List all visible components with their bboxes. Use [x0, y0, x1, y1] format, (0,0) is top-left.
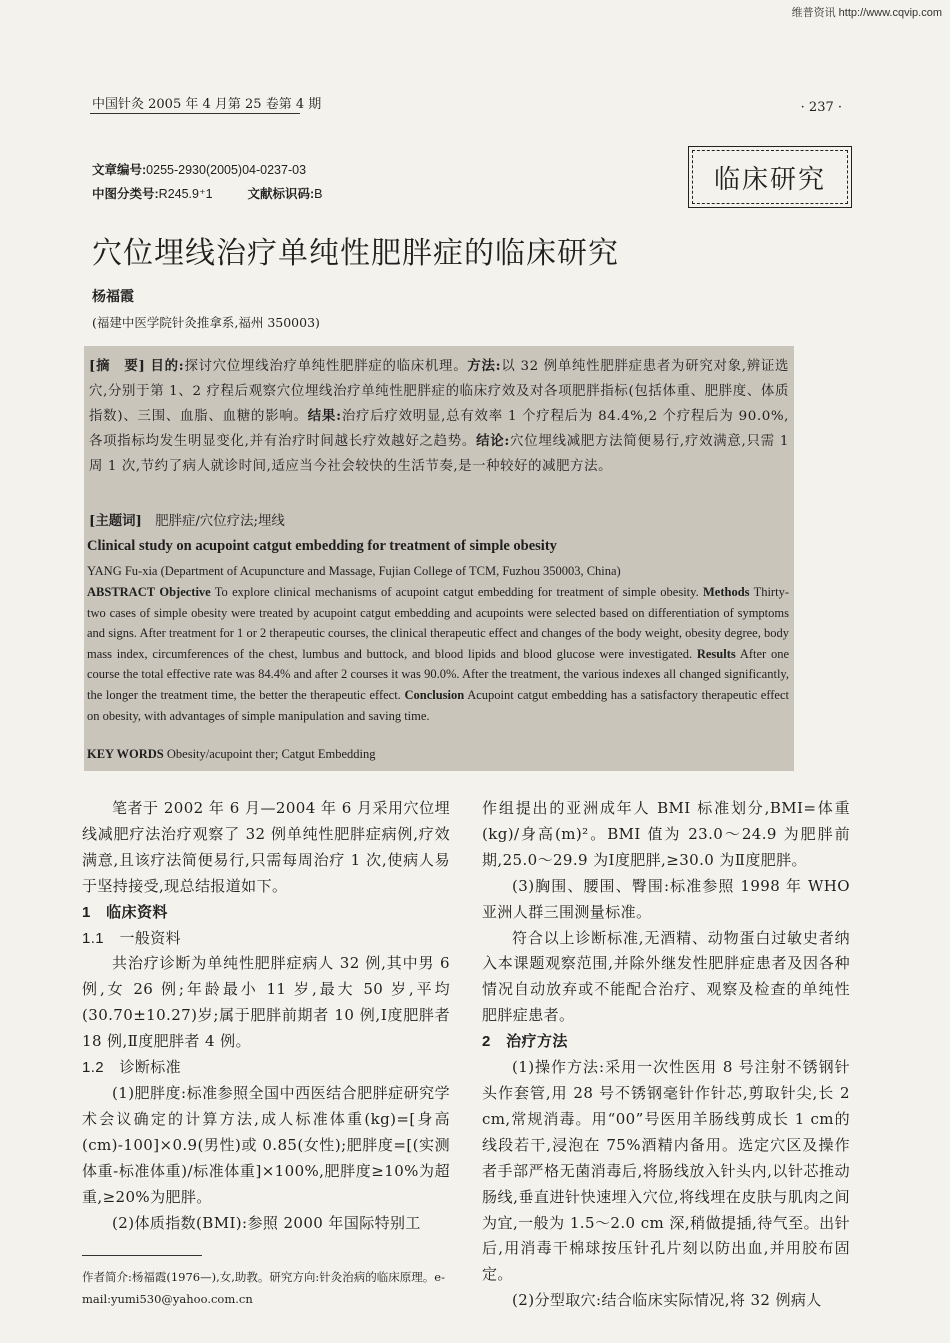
footnote-rule: [82, 1255, 202, 1256]
abstract-en-results: After one course the total effective rate was 84.4% and after 2 courses it was 90.0%. After the treatment, the various indexes all changed significantly, the longer the treatment time, the better the therapeutic effect.: [87, 646, 790, 702]
header-rule: [90, 113, 300, 114]
abstract-en-methods: Thirty-two cases of simple obesity were treated by acupoint catgut embedding and acupoints were selected based on differentiation of symptoms and signs. After treatment for 1 or 2 therapeutic courses, the clinical therapeutic effect and changes of the body weight, obesity degree, body mass index, circumferences of the chest, lumbus and buttock, and blood lipids and blood glucose were investigated.: [87, 585, 789, 661]
abstract-box: [84, 346, 794, 771]
abstract-cn-objective-label: 目的:: [150, 358, 185, 374]
section-1-heading: 1 临床资料: [82, 903, 168, 921]
section-1-1-paragraph: 共治疗诊断为单纯性肥胖症病人 32 例,其中男 6 例,女 26 例;年龄最小 11 岁,最大 50 岁,平均(30.70±10.27)岁;属于肥胖前期者 10 例,Ⅰ度肥胖者 18 例,Ⅱ度肥胖者 4 例。: [82, 954, 450, 1051]
abstract-cn-results-label: 结果:: [307, 408, 342, 424]
classification-line: [92, 184, 323, 202]
abstract-en: [87, 582, 789, 726]
abstract-en-objective: To explore clinical mechanisms of acupoint catgut embedding for treatment of simple obesity.: [214, 585, 699, 599]
keywords-cn: [89, 510, 285, 529]
section-1-2-heading: 1.2 诊断标准: [82, 1059, 182, 1077]
intro-paragraph: 笔者于 2002 年 6 月—2004 年 6 月采用穴位埋线减肥疗法治疗观察了 32 例单纯性肥胖症病例,疗效满意,且该疗法简便易行,只需每周治疗 1 次,使病人易于坚持接受,现总结报道如下。: [82, 799, 450, 895]
abstract-en-methods-label: Methods: [702, 585, 750, 599]
keywords-en-label: KEY WORDS: [87, 747, 164, 761]
page-number: · 237 ·: [800, 100, 842, 115]
article-title: 穴位埋线治疗单纯性肥胖症的临床研究: [92, 236, 619, 271]
body-right-column: [482, 796, 850, 1314]
abstract-en-conclusion-label: Conclusion: [404, 687, 465, 702]
acupoint-selection-paragraph: (2)分型取穴:结合临床实际情况,将 32 例病人: [512, 1291, 822, 1310]
article-number-label: 文章编号:: [92, 163, 147, 177]
doc-code-value: B: [314, 187, 323, 201]
keywords-cn-label: [主题词]: [89, 513, 142, 529]
watermark: 维普资讯 http://www.cqvip.com: [791, 7, 942, 19]
circumference-paragraph: (3)胸围、腰围、臀围:标准参照 1998 年 WHO 亚洲人群三围测量标准。: [482, 876, 850, 921]
keywords-en: [87, 747, 376, 762]
author: 杨福霞: [92, 289, 134, 305]
clc-value: R245.9⁺1: [158, 187, 213, 201]
article-number: [92, 160, 306, 178]
english-author-line: YANG Fu-xia (Department of Acupuncture and Massage, Fujian College of TCM, Fuzhou 350003, China): [87, 564, 621, 578]
english-title: Clinical study on acupoint catgut embedding for treatment of simple obesity: [87, 538, 557, 554]
journal-header: 中国针灸 2005 年 4 月第 25 卷第 4 期: [92, 97, 322, 112]
abstract-en-objective-label: Objective: [159, 585, 211, 599]
keywords-cn-value: 肥胖症/穴位疗法;埋线: [155, 514, 285, 529]
author-footnote: 作者简介:杨福霞(1976—),女,助教。研究方向:针灸治病的临床原理。e-mail:yumi530@yahoo.com.cn: [82, 1270, 445, 1306]
section-2-heading: 2 治疗方法: [482, 1033, 568, 1051]
keywords-en-value: Obesity/acupoint ther; Catgut Embedding: [166, 747, 376, 761]
body-left-column: [82, 796, 450, 1236]
affiliation: (福建中医学院针灸推拿系,福州 350003): [92, 315, 320, 330]
clc-label: 中图分类号:: [92, 187, 159, 201]
abstract-en-results-label: Results: [696, 646, 736, 661]
abstract-cn-conclusion-label: 结论:: [476, 433, 510, 449]
abstract-en-conclusion: Acupoint catgut embedding has a satisfactory therapeutic effect on obesity, with advantages of simple manipulation and saving time.: [87, 687, 790, 723]
column-label: 临床研究: [713, 164, 826, 195]
abstract-cn-results: 治疗后疗效明显,总有效率 1 个疗程后为 84.4%,2 个疗程后为 90.0%,各项指标均发生明显变化,并有治疗时间越长疗效越好之趋势。: [89, 409, 789, 449]
abstract-cn-conclusion: 穴位埋线减肥方法简便易行,疗效满意,只需 1 周 1 次,节约了病人就诊时间,适应当今社会较快的生活节奏,是一种较好的减肥方法。: [89, 434, 789, 474]
abstract-cn-objective: 探讨穴位埋线治疗单纯性肥胖症的临床机理。: [184, 359, 468, 374]
inclusion-paragraph: 符合以上诊断标准,无酒精、动物蛋白过敏史者纳入本课题观察范围,并除外继发性肥胖症患者及因各种情况自动放弃或不能配合治疗、观察及检查的单纯性肥胖症患者。: [482, 928, 850, 1025]
article-number-value: 0255-2930(2005)04-0237-03: [146, 163, 307, 177]
abstract-cn: [89, 354, 789, 479]
abstract-en-label: ABSTRACT: [87, 585, 156, 599]
abstract-cn-methods: 以 32 例单纯性肥胖症患者为研究对象,辨证选穴,分别于第 1、2 疗程后观察穴位埋线治疗单纯性肥胖症的临床疗效及对各项肥胖指标(包括体重、肥胖度、体质指数)、三围、血脂、血糖的影响。: [89, 359, 790, 424]
operation-paragraph: (1)操作方法:采用一次性医用 8 号注射不锈钢针头作套管,用 28 号不锈钢毫针作针芯,剪取针尖,长 2 cm,常规消毒。用“00”号医用羊肠线剪成长 1 cm的线段若干,浸泡在 75%酒精内备用。选定穴区及操作者手部严格无菌消毒后,将肠线放入针头内,以针芯推动肠线,垂直进针快速埋入穴位,将线埋在皮肤与肌肉之间为宜,一般为 1.5～2.0 cm 深,稍做提插,待气至。出针后,用消毒干棉球按压针孔片刻以防出血,并用胶布固定。: [482, 1058, 850, 1284]
doc-code-label: 文献标识码:: [247, 187, 315, 201]
abstract-cn-methods-label: 方法:: [467, 358, 502, 374]
obesity-degree-paragraph: (1)肥胖度:标准参照全国中西医结合肥胖症研究学术会议确定的计算方法,成人标准体重(kg)=[身高(cm)-100]×0.9(男性)或 0.85(女性);肥胖度=[(实测体重-标准体重)/标准体重]×100%,肥胖度≥10%为超重,≥20%为肥胖。: [82, 1083, 450, 1206]
abstract-cn-label: [摘 要]: [89, 358, 146, 374]
bmi-paragraph-start: (2)体质指数(BMI):参照 2000 年国际特别工: [112, 1213, 421, 1232]
column-label-box: [692, 150, 848, 204]
section-1-1-heading: 1.1 一般资料: [82, 929, 182, 947]
bmi-paragraph-cont: 作组提出的亚洲成年人 BMI 标准划分,BMI=体重(kg)/身高(m)²。BMI 值为 23.0～24.9 为肥胖前期,25.0～29.9 为Ⅰ度肥胖,≥30.0 为Ⅱ度肥胖。: [482, 799, 850, 869]
